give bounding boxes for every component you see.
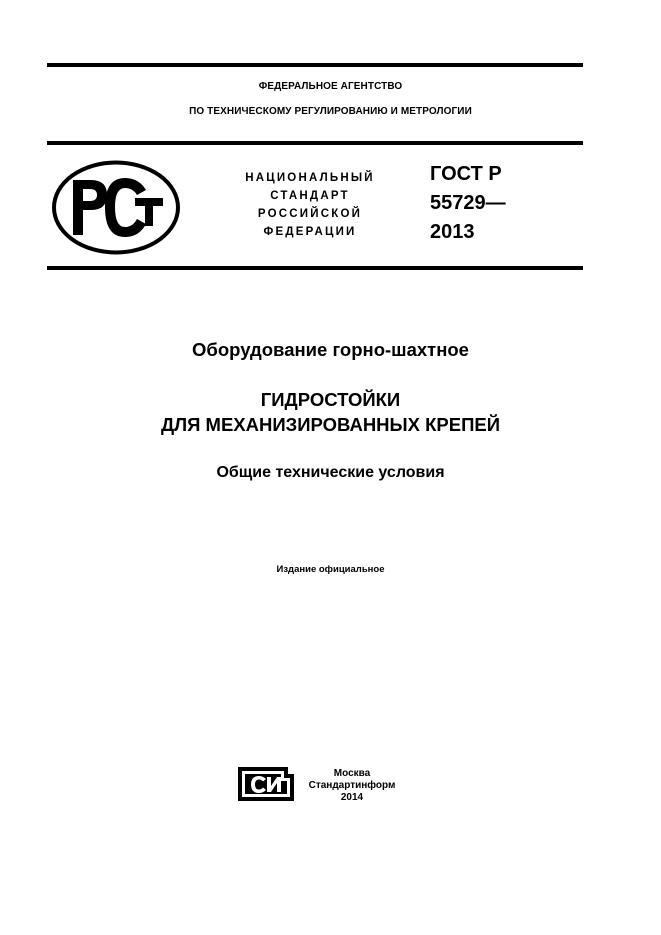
designation-line-1: ГОСТ Р <box>430 163 502 185</box>
standard-designation <box>430 160 580 247</box>
rst-logo <box>51 160 181 255</box>
subtitle: Общие технические условия <box>216 464 445 481</box>
national-line-1: НАЦИОНАЛЬНЫЙ <box>245 172 375 184</box>
publisher-logo <box>236 765 298 803</box>
publication-year: 2014 <box>340 792 364 803</box>
title-line-1: ГИДРОСТОЙКИ <box>260 389 401 410</box>
publisher-name: Стандартинформ <box>308 780 396 791</box>
agency-line-2: ПО ТЕХНИЧЕСКОМУ РЕГУЛИРОВАНИЮ И МЕТРОЛОГИИ <box>189 106 472 117</box>
category-heading: Оборудование горно-шахтное <box>192 339 469 360</box>
edition-label: Издание официальное <box>276 564 385 575</box>
designation-line-3: 2013 <box>430 221 475 243</box>
top-rule <box>47 63 583 67</box>
national-standard-label <box>220 169 400 241</box>
publisher-city: Москва <box>333 768 371 779</box>
standartinform-logo-icon <box>236 765 298 803</box>
national-line-4: ФЕДЕРАЦИИ <box>263 226 357 238</box>
header-divider <box>47 141 583 145</box>
standard-divider <box>47 266 583 270</box>
agency-line-1: ФЕДЕРАЛЬНОЕ АГЕНТСТВО <box>258 81 403 92</box>
title-line-2: ДЛЯ МЕХАНИЗИРОВАННЫХ КРЕПЕЙ <box>160 414 501 435</box>
designation-line-2: 55729— <box>430 192 506 214</box>
national-line-3: РОССИЙСКОЙ <box>257 208 363 220</box>
national-line-2: СТАНДАРТ <box>270 190 350 202</box>
rst-emblem-icon <box>51 160 181 255</box>
publisher-info <box>300 768 404 804</box>
